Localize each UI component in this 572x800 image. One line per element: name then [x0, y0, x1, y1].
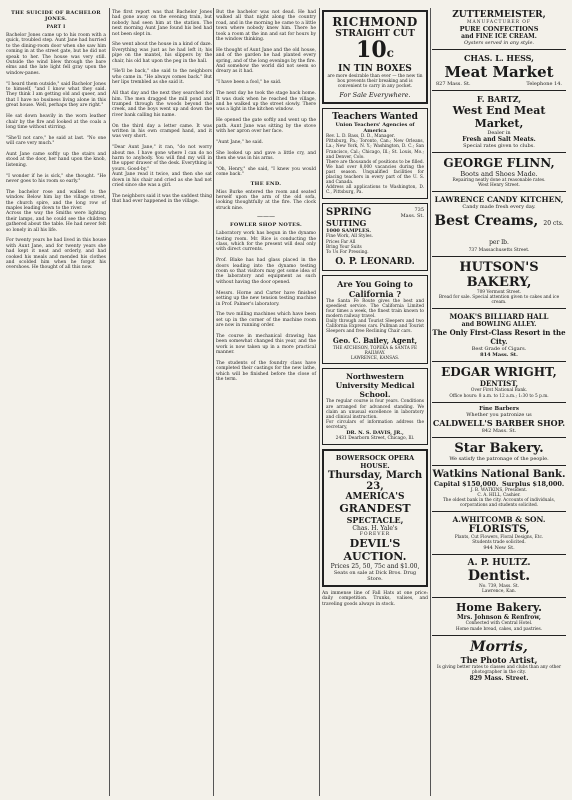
opera-producer: Chas. H. Yale's	[352, 525, 398, 532]
hess-ad	[432, 53, 566, 87]
opera-house-ad	[322, 449, 428, 587]
divider	[432, 191, 566, 192]
hess-address: 827 Mass. St.	[436, 81, 471, 87]
moak-line-2: Best Grade of Cigars.	[471, 346, 527, 353]
column-rule	[109, 8, 110, 796]
hutson-ad	[432, 260, 566, 305]
zutter-subtitle: MANUFACTURER OF	[467, 20, 531, 25]
moak-title: MOAK'S BILLIARD HALL	[449, 312, 549, 322]
divider	[432, 511, 566, 512]
richmond-title: RICHMOND	[332, 15, 418, 29]
santa-fe-title: Are You Going to California ?	[337, 278, 413, 299]
column-rule	[319, 8, 320, 796]
santa-fe-footer: THE ATCHISON, TOPEKA & SANTA FE RAILWAY. LAWRENCE, KANSAS.	[332, 345, 418, 361]
divider	[432, 361, 566, 362]
hultz-title: A. P. HULTZ.	[467, 558, 531, 569]
candy-text: Candy made fresh every day.	[462, 204, 536, 211]
story-text: But the bachelor was not dead. He had walked all that night along the country road, and in the morning he came to a little town where nobody knew him. There he took a room at the inn and sat for hours by the window thinking. He thought of Aunt Jane and the old house, and of the garden he had planted every spring, and of the long evenings by the fire. And somehow the world did not seem so dreary as it had. "I have been a fool," he said. The next day he took the stage back home. It was dusk when he reached the village, and he walked up the street slowly. There was a light in the kitchen window. He opened the gate softly and went up the path. Aunt Jane was sitting by the stove with her apron over her face. "Aunt Jane," he said. She looked up and gave a little cry, and then she was in his arms. "Oh, Henry," she said, "I knew you would come back."	[216, 10, 316, 178]
star-title: Star Bakery.	[454, 440, 544, 456]
divider	[432, 635, 566, 636]
richmond-price: 10	[356, 37, 387, 63]
caldwell-title: Fine Barbers	[479, 405, 519, 412]
story-text: The first report was that Bachelor Jones had gone away on the evening train, but nobody had seen him at the station. The next morning Aunt Jane found his bed had not been slept in. She went about the house in a kind of daze. Everything was just as he had left it; his pipe on the mantel, his slippers by the chair, his old hat upon the peg in the hall. "He'll be back," she said to the neighbors who came in. "He always comes back." But her lips trembled as she said it. All that day and the next they searched for him. The men dragged the mill pond and tramped through the woods beyond the creek, and the boys went up and down the river bank calling his name. On the third day a letter came. It was written in his own cramped hand, and it was very short. "Dear Aunt Jane," it ran, "do not worry about me. I have gone where I can do no harm to anybody. You will find my will in the upper drawer of the desk. Everything is yours. Good-by."	[112, 10, 212, 172]
caldwell-name: CALDWELL'S BARBER SHOP.	[432, 417, 566, 428]
watkins-surplus: Surplus $18,000.	[501, 479, 565, 488]
zutter-footer: Oysters served in any style.	[463, 40, 535, 46]
column-3	[216, 10, 316, 796]
home-bakery-text: Connected with Central Hotel. Home made bread, cakes, and pastries.	[455, 621, 543, 632]
teachers-title: Teachers Wanted	[332, 112, 418, 123]
divider	[432, 90, 566, 91]
candy-big: Best Creams,	[434, 213, 539, 230]
santa-fe-text: The Santa Fe Route gives the best and speediest service. The California Limited four times a week, the finest train known to modern railway travel. Daily through and Tourist Sleepers and two California Express cars. Pullman and Tourist Sleepers and free Reclining Chair cars.	[326, 298, 424, 335]
hultz-ad	[432, 558, 566, 594]
divider	[432, 402, 566, 403]
richmond-footer: For Sale Everywhere.	[339, 91, 411, 100]
story-text-continued: Aunt Jane read it twice, and then she sat down in his chair and cried as she had not cried since she was a girl. The neighbors said it was the saddest thing that had ever happened in the village.	[112, 172, 212, 205]
teachers-text: Rev. L. D. Bass, D. D., Manager. Pittsburg, Pa.; Toronto, Can.; New Orleans, La.; New York, N. Y.; Washington, D. C.; San Francisco, Cal.; Chicago, Ill.; St. Louis, Mo.; and Denver, Colo. There are thousands of positions to be filled. We had over 8,000 vacancies during the past season. Unqualified facilities for placing teachers in every part of the U. S. and Canada. Address all applications to Washington, D. C., Pittsburg, Pa.	[326, 134, 424, 196]
morris-address: 829 Mass. Street.	[469, 674, 529, 682]
divider	[432, 465, 566, 466]
opera-line-1: AMERICA'S	[345, 492, 405, 502]
suiting-name: O. P. LEONARD.	[335, 256, 415, 267]
column-rule	[213, 8, 214, 796]
watkins-text: J. B. WATKINS, President. C. A. HILL, Cashier. The oldest bank in the city. Accounts of individuals, corporations and students solicited.	[442, 487, 556, 508]
story-text-continued: Across the way the Smiths were lighting their lamps, and he could see the children gathered about the table. He had never felt so lonely in all his life. For twenty years he had lived in this house with Aunt Jane, and for twenty years she had kept it neat and orderly, and had cooked his meals and mended his clothes and scolded him when he forgot his overshoes. He thought of all this now.	[6, 211, 106, 271]
caldwell-address: 842 Mass. St.	[481, 427, 517, 434]
flinn-title: GEORGE FLINN,	[443, 156, 555, 170]
whitcomb-ad	[432, 515, 566, 551]
bartz-line-2: Fresh and Salt Meats.	[462, 136, 536, 143]
candy-cost: 20 cts. per lb.	[489, 220, 564, 247]
watkins-title: Watkins National Bank.	[432, 468, 566, 480]
medical-school-ad	[322, 368, 428, 445]
hultz-subtitle: Dentist.	[467, 568, 531, 585]
opera-show-title: DEVIL'S AUCTION.	[343, 537, 407, 563]
flinn-subtitle: Boots and Shoes Made.	[460, 170, 538, 178]
opera-title: BOWERSOCK OPERA HOUSE.	[335, 454, 415, 470]
story-text-continued: Miss Burke entered the room and seated herself upon the arm of the old sofa, looking thoughtfully at the fire. The clock struck nine.	[216, 189, 318, 211]
richmond-package: IN TIN BOXES	[338, 64, 412, 74]
divider	[432, 256, 566, 257]
suiting-text: Fine Work, All Styles. Prices Far All Bring Your Suits To Us For Pressing.	[326, 234, 373, 255]
bartz-line-1: Dealer in	[487, 130, 511, 136]
flinn-ad	[432, 156, 566, 188]
wright-ad	[432, 365, 566, 398]
whitcomb-text: Plants, Cut Flowers, Floral Designs, Etc. Students trade solicited.	[454, 535, 544, 546]
teachers-subtitle: Union Teachers' Agencies of America	[335, 122, 415, 135]
story-text: Bachelor Jones came up to his room with a quick, troubled step. Aunt Jane had hurried to the dining-room door when she saw him coming in at the street gate, but he did not speak to her. The house was very still. Outside the wind blew through the bare elms and the late light fell gray upon the window-panes. "I heard them outside," said Bachelor Jones to himself, "and I know what they said. They think I am getting old and queer, and that I have no business living alone in this great house. Well, perhaps they are right." He sat down heavily in the worn leather chair by the fire and looked at the coals a long time without stirring. "She'll not care," he said at last. "No one will care very much." Aunt Jane came softly up the stairs and stood at the door, her hand upon the knob, listening. "I wonder if he is sick," she thought. "He never goes to his room so early." The bachelor rose and walked to the window. Below him lay the village street, the church spire, and the long row of maples leading down to the river.	[6, 33, 106, 211]
santa-fe-ad	[322, 275, 428, 365]
column-2	[112, 10, 212, 796]
opera-prices: Prices 25, 50, 75c and $1.00,	[330, 563, 420, 570]
wright-subtitle: DENTIST,	[479, 379, 519, 389]
opera-line-3: SPECTACLE,	[346, 515, 404, 525]
medical-address: 2431 Dearborn Street, Chicago, Ill.	[335, 436, 415, 441]
hess-telephone: Telephone 14.	[526, 81, 562, 87]
bartz-name: West End Meat Market,	[452, 104, 546, 130]
bartz-footer: Special rates given to clubs.	[463, 143, 535, 149]
divider	[432, 554, 566, 555]
moak-line-1: The Only First-Class Resort in the City.	[432, 328, 566, 347]
opera-forever: FOREVER	[359, 532, 391, 537]
section-divider: ———	[257, 213, 275, 221]
home-bakery-subtitle: Mrs. Johnson & Renfrow,	[457, 614, 541, 622]
suiting-address: 735 Mass. St.	[400, 207, 424, 220]
zuttermeister-ad	[432, 10, 566, 46]
watkins-bank-ad	[432, 469, 566, 508]
story-title: THE SUICIDE OF BACHELOR JONES.	[11, 10, 101, 22]
column-1	[6, 10, 106, 796]
suiting-title: SPRING	[326, 207, 372, 219]
richmond-ad	[322, 10, 428, 104]
suiting-subtitle: SUITING	[326, 218, 367, 229]
divider	[432, 152, 566, 153]
divider	[432, 308, 566, 309]
wright-title: EDGAR WRIGHT,	[441, 365, 557, 380]
hutson-text: 709 Vermont Street. Bread for sale. Special attention given to cakes and ice cream.	[438, 290, 560, 306]
hultz-address: No. 739, Mass. St. Lawrence, Kan.	[478, 584, 520, 595]
whitcomb-title: A.WHITCOMB & SON.	[452, 515, 546, 525]
suiting-samples: 1000 SAMPLES.	[326, 228, 371, 235]
zutter-line-2: and FINE ICE CREAM.	[461, 33, 537, 40]
hess-name: Meat Market	[444, 63, 554, 81]
richmond-price-unit: c	[386, 46, 394, 60]
hess-title: CHAS. L. HESS,	[464, 53, 534, 63]
candy-address: 737 Massachusetts Street.	[468, 248, 530, 254]
zutter-line-1: PURE CONFECTIONS	[459, 25, 539, 33]
section-title: FOWLER SHOP NOTES.	[230, 222, 302, 229]
caldwell-ad	[432, 406, 566, 434]
medical-title: Northwestern University Medical School.	[335, 372, 415, 400]
flinn-text: Repairing neatly done at reasonable rates. West Henry Street.	[452, 178, 546, 189]
candy-kitchen-ad	[432, 195, 566, 253]
whitcomb-subtitle: FLORISTS,	[468, 524, 530, 536]
column-rule	[430, 8, 431, 796]
zutter-title: ZUTTERMEISTER,	[452, 10, 546, 20]
column-4	[322, 10, 428, 796]
shop-notes-text: Laboratory work has begun in the dynamo testing room. Mr. Rice is conducting the class, which for the present will deal only with direct currents. Prof. Blake has had glass placed in the doors leading into the dynamo testing room so that visitors may get some idea of the laboratory and equipment as such without having the door opened. Messrs. Horne and Carter have finished setting up the new tension testing machine in Prof. Palmer's laboratory. The two milling machines which have been set up in the corner of the machine room are now in running order. The course in mechanical drawing has been somewhat changed this year, and the work is now taken up in a more practical manner. The students of the foundry class have completed their castings for the new lathe, which will be finished before the close of the term.	[216, 231, 316, 383]
medical-contact: DR. N. S. DAVIS, JR.,	[346, 430, 404, 436]
home-bakery-title: Home Bakery.	[456, 601, 542, 615]
wright-text: Over First National Bank. Office hours: 8 a.m. to 12 a.m.; 1:30 to 5 p.m.	[449, 388, 549, 399]
star-bakery-ad	[432, 441, 566, 462]
medical-text: The regular course is four years. Conditions are arranged for advanced standing. We claim an unusual excellence in laboratory and clinical instruction. For circulars of information address the secretary,	[326, 399, 424, 430]
story-part: PART I	[46, 25, 66, 30]
morris-ad	[432, 639, 566, 682]
divider	[432, 597, 566, 598]
opera-line-2: GRANDEST	[339, 502, 411, 515]
hutson-title: HUTSON'S BAKERY,	[459, 260, 539, 291]
star-text: We satisfy the patronage of the people.	[449, 455, 549, 462]
morris-text: Is giving better rates to classes and clubs than any other photographer in the city.	[436, 664, 562, 675]
opera-seats: Seats on sale at Dick Bros. Drug Store.	[333, 570, 417, 582]
richmond-subtitle: STRAIGHT CUT	[335, 29, 415, 39]
candy-title: LAWRENCE CANDY KITCHEN,	[434, 195, 564, 205]
moak-ad	[432, 312, 566, 358]
opera-date: Thursday, March 23,	[327, 470, 423, 492]
bartz-ad	[432, 94, 566, 149]
santa-fe-agent: Geo. C. Bailey, Agent,	[332, 336, 418, 346]
moak-address: 814 Mass. St.	[480, 352, 518, 359]
notice-text: An immense line of Fall Hats at one price: daily competition. Trunks, valises, and traveling goods always in stock.	[322, 591, 430, 607]
whitcomb-address: 944 New St.	[483, 545, 515, 552]
divider	[432, 49, 566, 50]
teachers-ad	[322, 108, 428, 199]
morris-subtitle: The Photo Artist,	[460, 654, 538, 665]
moak-subtitle: and BOWLING ALLEY.	[461, 321, 537, 329]
caldwell-text: Whether you patronize us	[466, 411, 532, 418]
bartz-title: F. BARTZ,	[476, 94, 522, 104]
watkins-capital: Capital $150,000.	[433, 479, 499, 488]
divider	[432, 437, 566, 438]
story-end: THE END.	[250, 180, 282, 187]
morris-title: Morris,	[470, 638, 528, 655]
home-bakery-ad	[432, 601, 566, 631]
richmond-text: are more desirable than ever — the new tin box prevents their breaking and is convenient to carry in any pocket.	[327, 74, 423, 90]
spring-suiting-ad	[322, 203, 428, 270]
column-5	[432, 10, 566, 796]
